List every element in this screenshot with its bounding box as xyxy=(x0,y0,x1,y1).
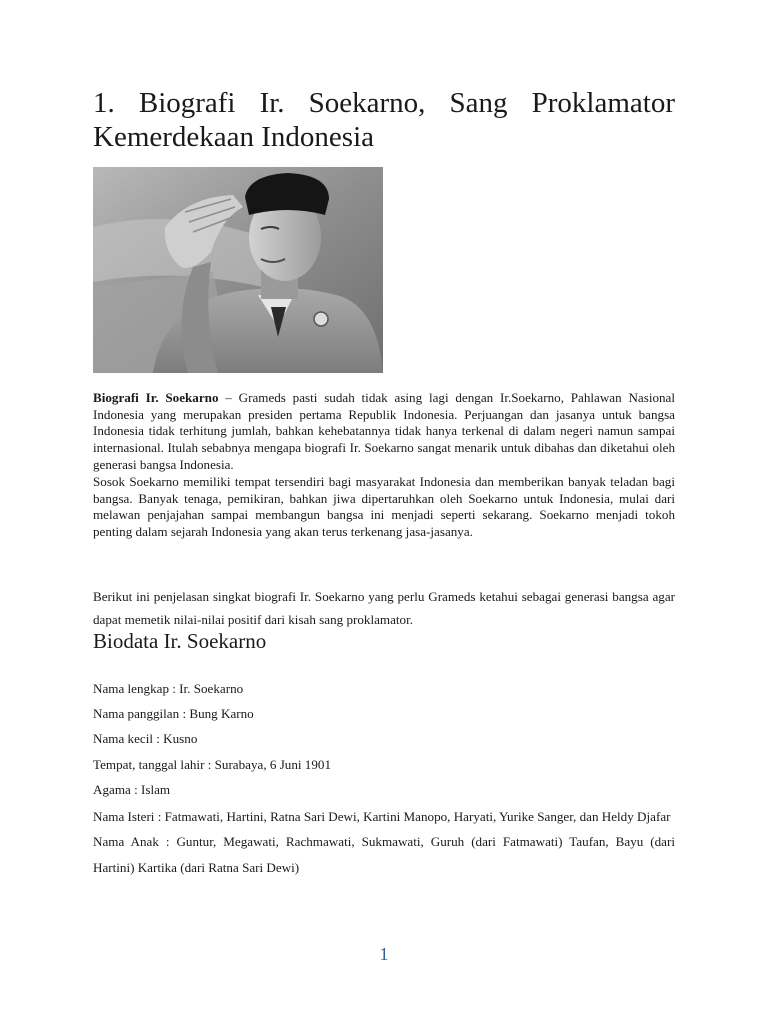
biodata-item: Nama Anak : Guntur, Megawati, Rachmawati, Sukmawati, Guruh (dari Fatmawati) Taufan, Bayu (dari Hartini) Kartika (dari Ratna Sari Dewi) xyxy=(93,834,675,875)
biodata-item: Nama Isteri : Fatmawati, Hartini, Ratna Sari Dewi, Kartini Manopo, Haryati, Yurike Sanger, dan Heldy Djafar xyxy=(93,808,671,824)
portrait-photo xyxy=(93,167,383,373)
biodata-list xyxy=(93,678,675,880)
biodata-item: Agama : Islam xyxy=(93,781,171,797)
biodata-item: Nama lengkap : Ir. Soekarno xyxy=(93,681,244,696)
biodata-item: Tempat, tanggal lahir : Surabaya, 6 Juni 1901 xyxy=(93,756,331,772)
intro-lead-bold: Biografi Ir. Soekarno xyxy=(93,390,219,405)
intro-lead-rest: – Grameds pasti sudah tidak asing lagi dengan Ir.Soekarno, Pahlawan Nasional Indonesia yang merupakan presiden pertama Republik Indonesia. Perjuangan dan jasanya untuk bangsa Indonesia tidak terhitung jumlah, bahkan kehebatannya tidak hanya terkenal di dalam negeri namun sampai internasional. Itulah sebabnya mengapa biografi Ir. Soekarno sangat menarik untuk dibahas dan diketahui oleh generasi bangsa Indonesia. xyxy=(93,390,675,472)
page-title: 1. Biografi Ir. Soekarno, Sang Proklamator Kemerdekaan Indonesia xyxy=(93,87,675,153)
second-paragraph: Sosok Soekarno memiliki tempat tersendiri bagi masyarakat Indonesia dan memberikan banyak teladan bagi bangsa. Banyak tenaga, pemikiran, bahkan jiwa dipertaruhkan oleh Soekarno untuk Indonesia, mulai dari melawan penjajahan sampai membangun bangsa ini menjadi seperti sekarang. Soekarno menjadi tokoh penting dalam sejarah Indonesia yang akan terus terkenang jasa-jasanya. xyxy=(93,474,675,540)
intro-paragraph xyxy=(93,390,675,474)
biodata-heading: Biodata Ir. Soekarno xyxy=(93,629,267,653)
third-paragraph: Berikut ini penjelasan singkat biografi Ir. Soekarno yang perlu Grameds ketahui sebagai generasi bangsa agar dapat memetik nilai-nilai positif dari kisah sang proklamator. xyxy=(93,589,675,627)
biodata-item: Nama panggilan : Bung Karno xyxy=(93,706,254,722)
biodata-item: Nama kecil : Kusno xyxy=(93,731,198,747)
page-number: 1 xyxy=(379,944,389,964)
